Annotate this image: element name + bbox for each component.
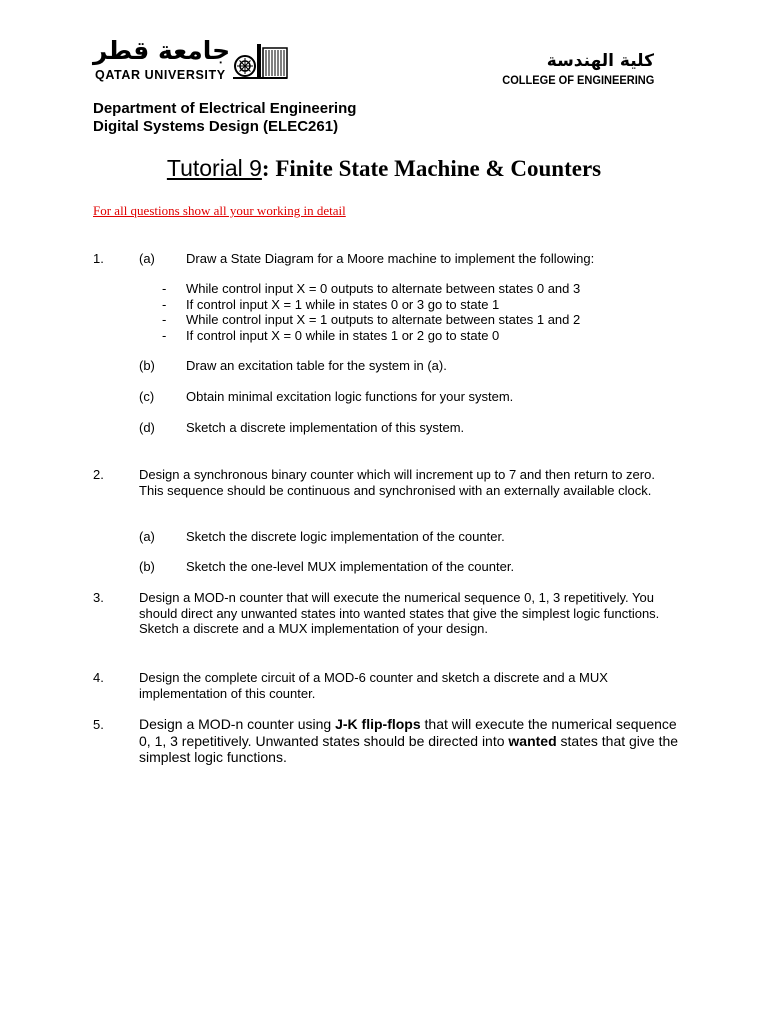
- title-topic: Finite State Machine & Counters: [269, 156, 602, 181]
- department-name: Department of Electrical Engineering: [93, 100, 357, 117]
- university-emblem-icon: [231, 42, 289, 82]
- question-text-part: Design a MOD-n counter using: [139, 716, 336, 732]
- bullet-dash: -: [162, 281, 167, 296]
- question-text-bold: wanted: [508, 732, 557, 749]
- question-text-part: that will execute the numerical sequence 0, 1, 3 repetitively. Unwanted states should be directed into: [139, 716, 677, 749]
- college-name-arabic: كلية الهندسة: [546, 51, 654, 71]
- subpart-text: Sketch the one-level MUX implementation of the counter.: [186, 559, 515, 574]
- subpart-label: (b): [139, 559, 155, 574]
- subpart-text: Sketch the discrete logic implementation of the counter.: [186, 529, 505, 544]
- bullet-item: While control input X = 0 outputs to alternate between states 0 and 3: [186, 281, 581, 296]
- page-title: [0, 155, 768, 182]
- subpart-label: (a): [139, 251, 155, 266]
- bullet-item: If control input X = 0 while in states 1 or 2 go to state 0: [186, 327, 500, 343]
- course-name: Digital Systems Design (ELEC261): [93, 118, 339, 135]
- university-name-arabic: جامعة قطر: [93, 36, 231, 65]
- subpart-label: (b): [139, 358, 155, 373]
- qatar-university-logo: [93, 36, 293, 84]
- question-number: 5.: [93, 717, 104, 732]
- subpart-text: Draw an excitation table for the system in (a).: [186, 358, 447, 373]
- question-number: 1.: [93, 251, 104, 266]
- bullet-dash: -: [162, 327, 167, 343]
- question-number: 2.: [93, 467, 104, 482]
- subpart-text: Obtain minimal excitation logic functions for your system.: [186, 389, 514, 404]
- college-logo: [489, 52, 654, 87]
- subpart-text: Sketch a discrete implementation of this system.: [186, 420, 465, 435]
- title-separator: :: [261, 156, 270, 181]
- question-text: Design a synchronous binary counter which will increment up to 7 and then return to zero. This sequence should be continuous and synchronised with an externally available clock.: [139, 467, 655, 498]
- instruction-text: For all questions show all your working in detail: [93, 203, 346, 218]
- question-number: 4.: [93, 670, 104, 685]
- question-number: 3.: [93, 590, 104, 605]
- subpart-label: (a): [139, 529, 155, 544]
- university-name-english: QATAR UNIVERSITY: [95, 68, 226, 82]
- question-text: Design the complete circuit of a MOD-6 counter and sketch a discrete and a MUX implementation of this counter.: [139, 670, 608, 701]
- title-tutorial: Tutorial 9: [166, 155, 262, 181]
- college-name-english: COLLEGE OF ENGINEERING: [501, 73, 654, 87]
- bullet-dash: -: [162, 296, 167, 312]
- subpart-label: (c): [139, 389, 155, 404]
- bullet-item: If control input X = 1 while in states 0 or 3 go to state 1: [186, 296, 500, 312]
- question-text-bold: J-K flip-flops: [335, 716, 421, 732]
- subpart-text: Draw a State Diagram for a Moore machine to implement the following:: [186, 251, 595, 266]
- bullet-dash: -: [162, 312, 167, 327]
- question-text: Design a MOD-n counter that will execute the numerical sequence 0, 1, 3 repetitively. You should direct any unwanted states into wanted states that give the simplest logic functions. Sketch a discrete and a MUX implementation of your design.: [139, 590, 660, 636]
- question-text: [139, 716, 679, 766]
- question-text-part: states that give the simplest logic functions.: [139, 732, 679, 765]
- subpart-label: (d): [139, 420, 155, 435]
- department-block: [93, 100, 356, 136]
- bullet-item: While control input X = 1 outputs to alternate between states 1 and 2: [186, 312, 581, 327]
